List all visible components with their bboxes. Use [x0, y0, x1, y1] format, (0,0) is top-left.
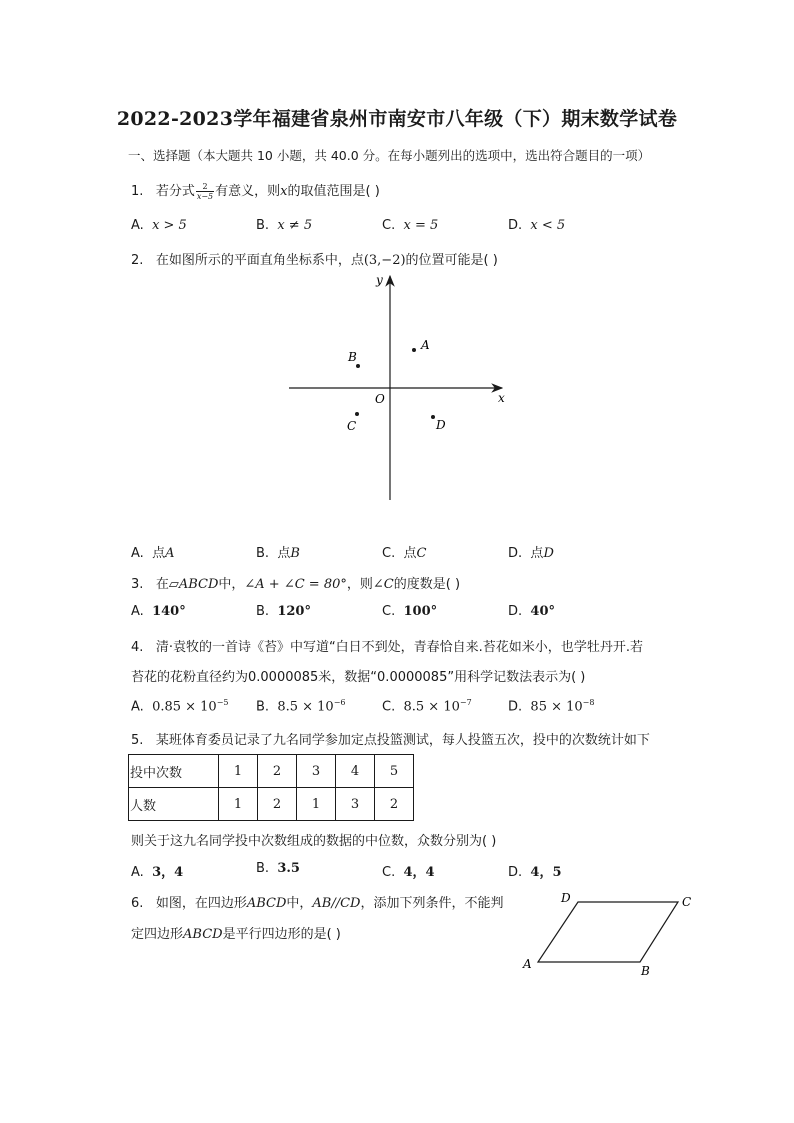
option-label: B. — [256, 604, 270, 619]
option-a[interactable] — [131, 218, 187, 233]
question-number: 6. — [131, 896, 144, 911]
option-text: 140° — [152, 604, 186, 619]
option-b[interactable] — [256, 218, 312, 233]
option-text: 85 × 10 — [530, 699, 583, 715]
question-5-line-2: 则关于这九名同学投中次数组成的数据的中位数，众数分别为( ) — [131, 834, 497, 849]
question-number: 2. — [131, 253, 144, 268]
question-text: 如图，在四边形 — [155, 896, 247, 911]
option-exponent: −8 — [582, 698, 595, 707]
table-cell: 4 — [336, 755, 375, 788]
option-b[interactable] — [256, 698, 346, 714]
option-label: B. — [256, 699, 270, 715]
question-2 — [131, 249, 498, 268]
option-point: A — [165, 546, 175, 561]
question-1 — [131, 180, 380, 201]
question-number: 5. — [131, 733, 144, 748]
option-text: 8.5 × 10 — [403, 699, 460, 715]
option-d[interactable] — [508, 218, 565, 233]
question-text: 中， — [218, 577, 245, 592]
vertex-a-label: A — [523, 957, 532, 971]
option-label: C. — [382, 699, 396, 715]
option-c[interactable] — [382, 218, 438, 233]
origin-label: O — [375, 392, 385, 406]
question-6 — [131, 892, 504, 911]
table-row — [129, 788, 414, 821]
question-text: 在▱ — [155, 577, 179, 592]
question-5 — [131, 729, 650, 748]
question-number: 4. — [131, 640, 144, 655]
question-number: 3. — [131, 577, 144, 592]
option-label: D. — [508, 699, 523, 715]
math-shape: ABCD — [183, 927, 223, 942]
point-b — [356, 364, 360, 368]
point-c-label: C — [347, 419, 357, 433]
question-text: 定四边形 — [131, 927, 184, 942]
option-c[interactable] — [382, 698, 472, 714]
point-a-label: A — [421, 338, 430, 352]
option-text: 100° — [403, 604, 438, 619]
math-condition: AB//CD — [312, 896, 361, 911]
option-label: D. — [508, 218, 523, 233]
option-text: 0.85 × 10 — [152, 699, 217, 715]
option-b[interactable] — [256, 861, 300, 876]
option-a[interactable] — [131, 861, 183, 880]
coordinate-plane-figure — [280, 268, 520, 508]
option-exponent: −5 — [216, 698, 229, 707]
point-d-label: D — [436, 418, 446, 432]
option-text: 点 — [403, 546, 417, 561]
math-shape: ABCD — [178, 577, 219, 592]
table-cell: 3 — [336, 788, 375, 821]
option-text: 点 — [152, 546, 166, 561]
table-cell: 2 — [258, 788, 297, 821]
option-b[interactable] — [256, 542, 300, 561]
math-target: ∠C — [372, 577, 394, 592]
option-label: B. — [256, 861, 270, 876]
option-text: 120° — [277, 604, 311, 619]
math-condition: ∠A + ∠C = 80° — [244, 577, 347, 592]
option-c[interactable] — [382, 604, 437, 619]
option-label: D. — [508, 604, 523, 619]
table-cell: 3 — [297, 755, 336, 788]
option-label: B. — [256, 546, 270, 561]
option-a[interactable] — [131, 698, 229, 714]
point-b-label: B — [348, 350, 357, 364]
math-shape: ABCD — [246, 896, 287, 911]
option-label: A. — [131, 865, 144, 880]
option-exponent: −6 — [333, 698, 346, 707]
question-3 — [131, 573, 460, 592]
question-text: 中， — [286, 896, 313, 911]
table-cell: 2 — [258, 755, 297, 788]
option-label: C. — [382, 604, 396, 619]
option-text: 40° — [530, 604, 556, 619]
option-exponent: −7 — [459, 698, 472, 707]
vertex-d-label: D — [561, 891, 571, 905]
option-label: A. — [131, 699, 144, 715]
question-4 — [131, 636, 643, 655]
table-cell: 2 — [375, 788, 414, 821]
option-label: C. — [382, 218, 396, 233]
option-label: A. — [131, 604, 144, 619]
x-axis-label: x — [498, 391, 505, 405]
option-a[interactable] — [131, 542, 174, 561]
data-table — [128, 754, 414, 821]
option-label: D. — [508, 546, 523, 561]
option-text: x > 5 — [152, 218, 187, 233]
option-text: 8.5 × 10 — [277, 699, 334, 715]
question-text: 有意义，则 — [215, 184, 281, 199]
point-d — [431, 415, 435, 419]
option-point: B — [290, 546, 300, 561]
fraction — [196, 182, 214, 201]
question-text: 的位置可能是( ) — [405, 253, 498, 268]
option-text: 3.5 — [277, 861, 300, 876]
fraction-denominator: x−5 — [196, 192, 214, 201]
table-row-header: 人数 — [129, 788, 219, 821]
option-c[interactable] — [382, 542, 426, 561]
question-text: 某班体育委员记录了九名同学参加定点投篮测试，每人投篮五次，投中的次数统计如下 — [155, 733, 650, 748]
option-label: B. — [256, 218, 270, 233]
option-d[interactable] — [508, 542, 554, 561]
option-b[interactable] — [256, 604, 311, 619]
option-c[interactable] — [382, 861, 435, 880]
question-text: 若分式 — [155, 184, 195, 199]
option-d[interactable] — [508, 698, 594, 714]
table-row-header: 投中次数 — [129, 755, 219, 788]
question-text: 在如图所示的平面直角坐标系中，点 — [155, 253, 364, 268]
option-text: x ≠ 5 — [277, 218, 313, 233]
option-point: D — [543, 546, 554, 561]
question-text: 的取值范围是( ) — [287, 184, 380, 199]
question-6-line-2 — [131, 923, 341, 942]
option-label: A. — [131, 218, 144, 233]
question-4-line-2: 苔花的花粉直径约为0.0000085米，数据“0.0000085”用科学记数法表示为( ) — [131, 670, 586, 685]
option-text: 3，4 — [152, 865, 184, 880]
question-text: 的度数是( ) — [393, 577, 461, 592]
question-number: 1. — [131, 184, 144, 199]
point-a — [412, 348, 416, 352]
option-label: C. — [382, 546, 396, 561]
question-text: 清·袁牧的一首诗《苔》中写道“白日不到处，青春恰自来.苔花如米小，也学牡丹开.若 — [155, 640, 643, 655]
page-title: 2022-2023学年福建省泉州市南安市八年级（下）期末数学试卷 — [116, 108, 678, 130]
option-text: x = 5 — [403, 218, 439, 233]
table-cell: 1 — [219, 788, 258, 821]
table-cell: 1 — [219, 755, 258, 788]
option-d[interactable] — [508, 604, 555, 619]
table-cell: 1 — [297, 788, 336, 821]
table-cell: 5 — [375, 755, 414, 788]
option-label: C. — [382, 865, 396, 880]
math-variable: x — [280, 184, 288, 199]
option-text: 点 — [277, 546, 291, 561]
option-point: C — [416, 546, 427, 561]
option-label: D. — [508, 865, 523, 880]
question-text: 是平行四边形的是( ) — [222, 927, 341, 942]
table-row — [129, 755, 414, 788]
parallelogram-figure — [516, 886, 702, 978]
question-text: ，则 — [346, 577, 373, 592]
option-text: 4，5 — [530, 865, 562, 880]
point-c — [355, 412, 359, 416]
vertex-b-label: B — [641, 964, 650, 978]
option-text: 4，4 — [403, 865, 435, 880]
option-text: 点 — [530, 546, 544, 561]
option-d[interactable] — [508, 861, 562, 880]
math-point: (3,−2) — [363, 253, 406, 268]
question-text: ，添加下列条件，不能判 — [360, 896, 504, 911]
section-header: 一、选择题（本大题共 10 小题，共 40.0 分。在每小题列出的选项中，选出符合题目的一项） — [128, 148, 651, 163]
parallelogram-shape — [538, 902, 678, 962]
fraction-numerator: 2 — [196, 182, 214, 192]
option-a[interactable] — [131, 604, 186, 619]
option-text: x < 5 — [530, 218, 566, 233]
y-axis-label: y — [376, 273, 383, 287]
option-label: A. — [131, 546, 144, 561]
vertex-c-label: C — [682, 895, 692, 909]
